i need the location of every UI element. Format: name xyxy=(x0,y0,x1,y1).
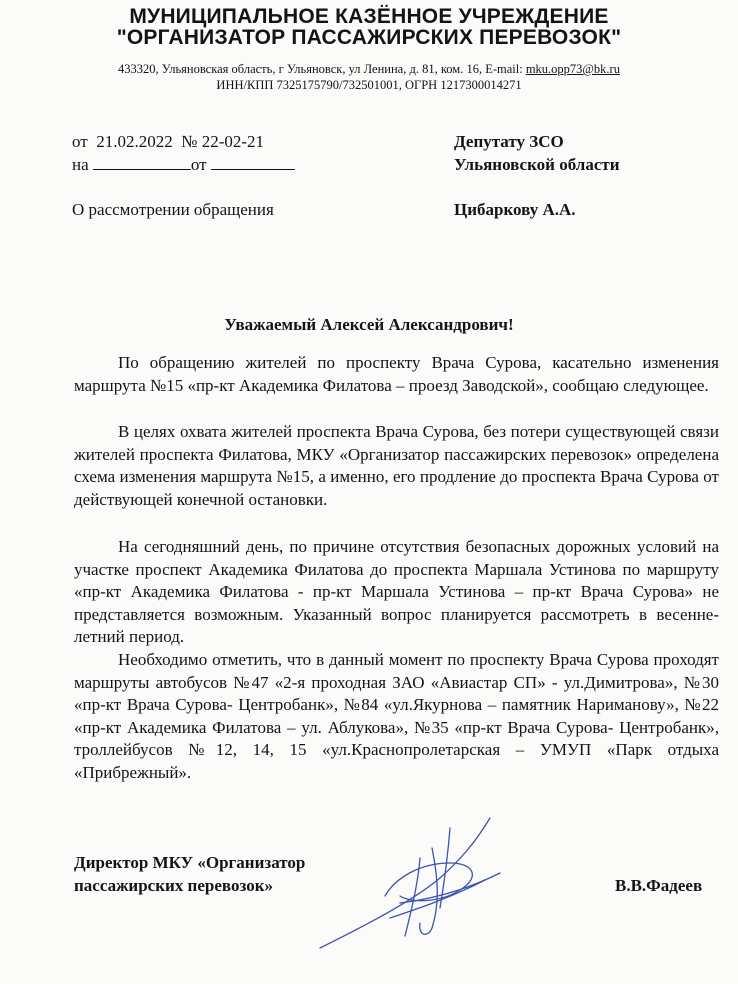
address-text: 433320, Ульяновская область, г Ульяновск, ул Ленина, д. 81, ком. 16, E-mail: xyxy=(118,62,526,76)
reference-line xyxy=(72,155,295,175)
org-requisites: ИНН/КПП 7325175790/732501001, ОГРН 1217300014271 xyxy=(216,78,522,92)
outgoing-number: 22-02-21 xyxy=(201,132,265,151)
org-name-line2: "ОРГАНИЗАТОР ПАССАЖИРСКИХ ПЕРЕВОЗОК" xyxy=(116,26,622,49)
handwritten-signature xyxy=(300,808,520,958)
na-blank xyxy=(93,155,191,170)
signatory-title-line1: Директор МКУ «Организатор xyxy=(74,853,306,872)
salutation: Уважаемый Алексей Александрович! xyxy=(224,315,514,334)
date-prefix: от xyxy=(72,132,88,151)
recipient-line1: Депутату ЗСО xyxy=(454,132,564,151)
letter-subject: О рассмотрении обращения xyxy=(72,200,274,219)
recipient-line3: Цибаркову А.А. xyxy=(454,200,576,219)
na-label: на xyxy=(72,155,89,174)
signature-stroke xyxy=(320,818,490,948)
body-paragraph-4: Необходимо отметить, что в данный момент по проспекту Врача Сурова проходят маршруты автобусов №47 «2-я проходная ЗАО «Авиастар СП» - ул.Димитрова», №30 «пр-кт Врача Сурова- Центробанк», №84 «ул.Якурнова – памятник Нариманову», №22 «пр-кт Академика Филатова – ул. Аблукова», №35 «пр-кт Врача Сурова- Центробанк», троллейбусов №12, 14, 15 «ул.Краснопролетарская – УМУП «Парк отдыха «Прибрежный». xyxy=(74,650,719,782)
email-link[interactable]: mku.opp73@bk.ru xyxy=(525,62,620,76)
signatory-title-line2: пассажирских перевозок» xyxy=(74,876,273,895)
body-paragraph-1: По обращению жителей по проспекту Врача Сурова, касательно изменения маршрута №15 «пр-кт Академика Филатова – проезд Заводской», сообщаю следующее. xyxy=(74,353,719,395)
signatory-name: В.В.Фадеев xyxy=(615,876,703,895)
body-paragraph-2: В целях охвата жителей проспекта Врача Сурова, без потери существующей связи жителей проспекта Филатова, МКУ «Организатор пассажирских перевозок» определена схема изменения маршрута №15, а именно, его продление до проспекта Врача Сурова от действующей конечной остановки. xyxy=(74,422,719,509)
org-address xyxy=(0,62,738,77)
ot-label: от xyxy=(190,155,207,174)
signature-stroke xyxy=(400,873,500,903)
ot-blank xyxy=(211,155,295,170)
body-paragraph-3: На сегодняшний день, по причине отсутствия безопасных дорожных условий на участке проспект Академика Филатова до проспекта Маршала Устинова по маршруту «пр-кт Академика Филатова - пр-кт Маршала Устинова – пр-кт Врача Сурова» не представляется возможным. Указанный вопрос планируется рассмотреть в весенне-летний период. xyxy=(74,537,719,647)
number-prefix: № xyxy=(181,132,198,151)
signature-stroke xyxy=(385,863,472,901)
org-name-line1: МУНИЦИПАЛЬНОЕ КАЗЁННОЕ УЧРЕЖДЕНИЕ xyxy=(129,5,609,28)
outgoing-date: 21.02.2022 xyxy=(96,132,173,151)
outgoing-date-line xyxy=(72,132,264,152)
recipient-line2: Ульяновской области xyxy=(454,155,620,174)
